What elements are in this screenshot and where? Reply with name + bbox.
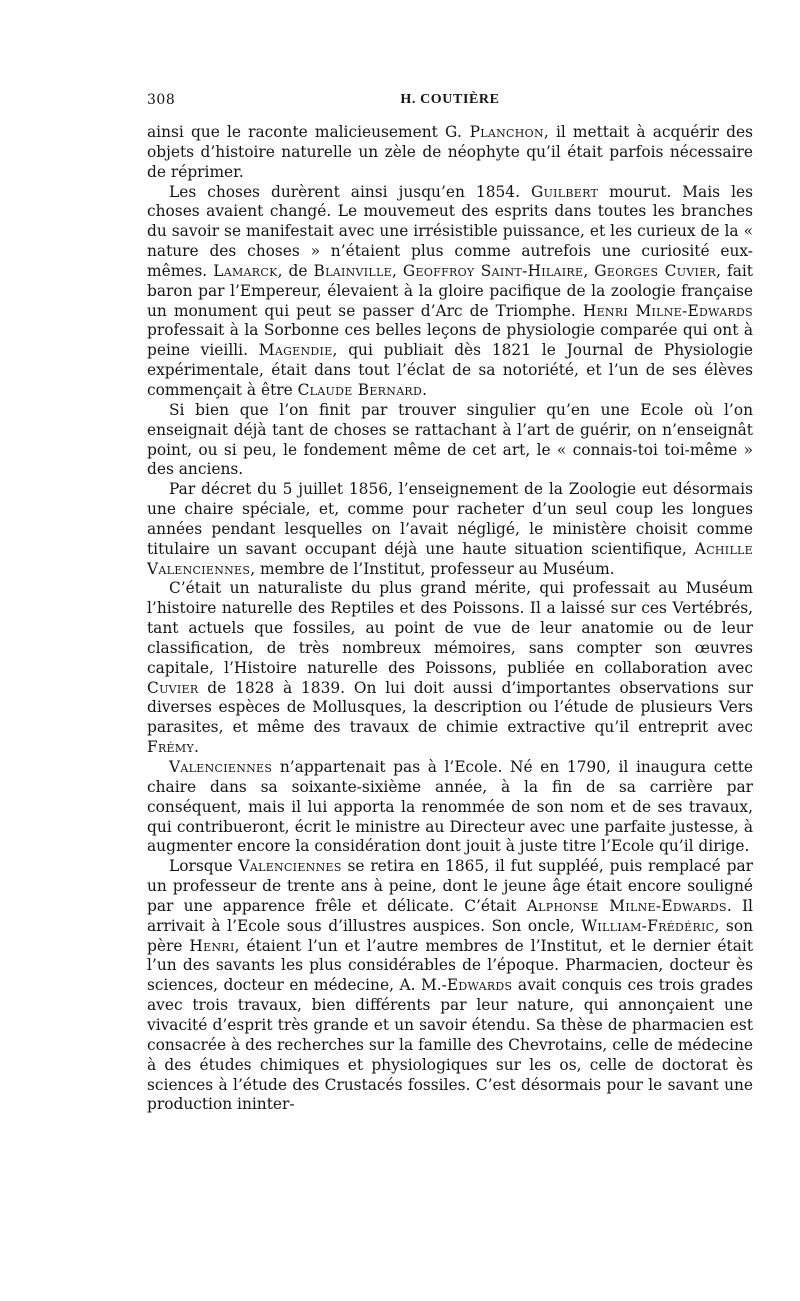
paragraph <box>147 857 753 1115</box>
text-run: Si bien que l’on finit par trouver singulier qu’en une Ecole où l’on enseignait déjà tant de choses se rattachant à l’art de guérir, on n’enseignât point, ou si peu, le fondement même de cet art, le « connais-toi toi-même » des anciens. <box>147 400 753 479</box>
proper-name: Alphonse Milne-Edwards <box>526 896 727 915</box>
text-run: de 1828 à 1839. On lui doit aussi d’importantes observations sur diverses espèces de Mollusques, la description ou l’étude de plusieurs Vers parasites, et même des travaux de chimie extractive qu’il entreprit avec <box>147 678 753 737</box>
proper-name: Valenciennes <box>169 758 273 776</box>
text-run: C’était un naturaliste du plus grand mérite, qui professait au Muséum l’histoire naturelle des Reptiles et des Poissons. Il a laissé sur ces Vertébrés, tant actuels que fossiles, au point de vue de leur anatomie ou de leur classification, de très nombreux mémoires, sans compter son œuvres capitale, l’Histoire naturelle des Poissons, publiée en collaboration avec <box>147 579 753 677</box>
running-head: H. COUTIÈRE <box>400 92 500 107</box>
page-number: 308 <box>147 92 176 108</box>
text-run: , <box>583 261 595 280</box>
proper-name: Henri Milne-Edwards <box>582 301 753 320</box>
text-run: n’appartenait pas à l’Ecole. Né en 1790, il inaugura cette chaire dans sa soixante-sixième année, à la fin de sa carrière par conséquent, mais il lui apporta la renommée de son nom et de ses travaux, qui contribueront, écrit le ministre au Directeur avec une parfaite justesse, à augmenter encore la considération dont jouit à juste titre l’Ecole qu’il dirige. <box>147 758 753 856</box>
paragraph <box>147 758 753 857</box>
proper-name: Edwards <box>446 976 513 995</box>
text-run: mourut. Mais les choses avaient changé. Le mouvemeut des esprits dans toutes les branches du savoir se manifestait avec une irrésistible puissance, et les curieux de la « nature des choses » n’étaient plus comme autrefois une curiosité eux-mêmes. <box>147 182 753 280</box>
proper-name: Geoffroy Saint-Hilaire <box>402 261 584 280</box>
text-run: professait à la Sorbonne ces belles leçons de physiologie comparée qui ont à peine vieilli. <box>147 321 753 360</box>
text-run: , de <box>277 261 314 280</box>
text-run: , étaient l’un et l’autre membres de l’Institut, et le dernier était l’un des savants les plus considérables de l’époque. Pharmacien, docteur ès sciences, docteur en médecine, A. M.- <box>147 936 754 995</box>
text-run: , qui publiait dès 1821 le Journal de Physiologie expérimentale, était dans tout l’éclat de sa notoriété, et l’un de ses élèves commençait à être <box>147 341 753 399</box>
text-run: , il mettait à acquérir des objets d’histoire naturelle un zèle de néophyte qu’il était parfois nécessaire de réprimer. <box>147 123 753 181</box>
paragraph <box>147 123 753 183</box>
proper-name: Claude Bernard <box>297 380 423 399</box>
text-run: Par décret du 5 juillet 1856, l’enseignement de la Zoologie eut désormais une chaire spéciale, et, comme pour racheter d’un seul coup les longues années pendant lesquelles on l’avait négligé, le ministère choisit comme titulaire un savant occupant déjà une haute situation scientifique, <box>147 480 753 558</box>
text-run: . <box>422 380 428 399</box>
proper-name: G. Planchon <box>444 123 544 141</box>
proper-name: Achille Valenciennes <box>147 539 753 578</box>
text-run: . <box>194 738 199 757</box>
text-run: Les choses durèrent ainsi jusqu’en 1854. <box>169 182 531 201</box>
text-run: , fait baron par l’Empereur, élevaient à la gloire pacifique de la zoologie française un monument qui peut se passer d’Arc de Triomphe. <box>147 261 753 320</box>
proper-name: Frémy <box>147 738 195 757</box>
proper-name: Guilbert <box>530 182 599 201</box>
paragraph <box>147 401 753 480</box>
proper-name: Henri <box>189 936 235 955</box>
proper-name: William-Frédéric <box>581 916 715 935</box>
proper-name: Magendie <box>258 341 333 360</box>
proper-name: Blainville <box>313 261 392 280</box>
proper-name: Lamarck <box>213 261 278 280</box>
text-run: Lorsque <box>169 857 239 876</box>
proper-name: Georges Cuvier <box>594 261 717 280</box>
paragraph <box>147 480 753 579</box>
text-run: se retira en 1865, il fut suppléé, puis remplacé par un professeur de trente ans à peine, dont le jeune âge était encore souligné par une apparence frêle et délicate. C’était <box>147 857 753 915</box>
text-run: avait conquis ces trois grades avec trois travaux, bien différents par leur nature, qui annonçaient une vivacité d’esprit très grande et un savoir étendu. Sa thèse de pharmacien est consacrée à des recherches sur la famille des Chevrotains, celle de médecine à des études chimiques et physiologiques sur les os, celle de doctorat ès sciences à l’étude des Crustacés fossiles. C’est désormais pour le savant une production ininter- <box>147 976 753 1114</box>
text-run: ainsi que le raconte malicieusement <box>147 123 445 141</box>
text-run: , membre de l’Institut, professeur au Muséum. <box>250 559 615 578</box>
text-run: , <box>391 261 403 280</box>
body-text <box>147 123 753 1115</box>
text-run: . Il arrivait à l’Ecole sous d’illustres auspices. Son oncle, <box>147 896 753 935</box>
proper-name: Cuvier <box>147 678 199 697</box>
page-header <box>147 92 753 114</box>
paragraph <box>147 183 753 401</box>
text-run: , son père <box>147 916 753 955</box>
paragraph <box>147 579 753 758</box>
proper-name: Valenciennes <box>238 857 342 876</box>
